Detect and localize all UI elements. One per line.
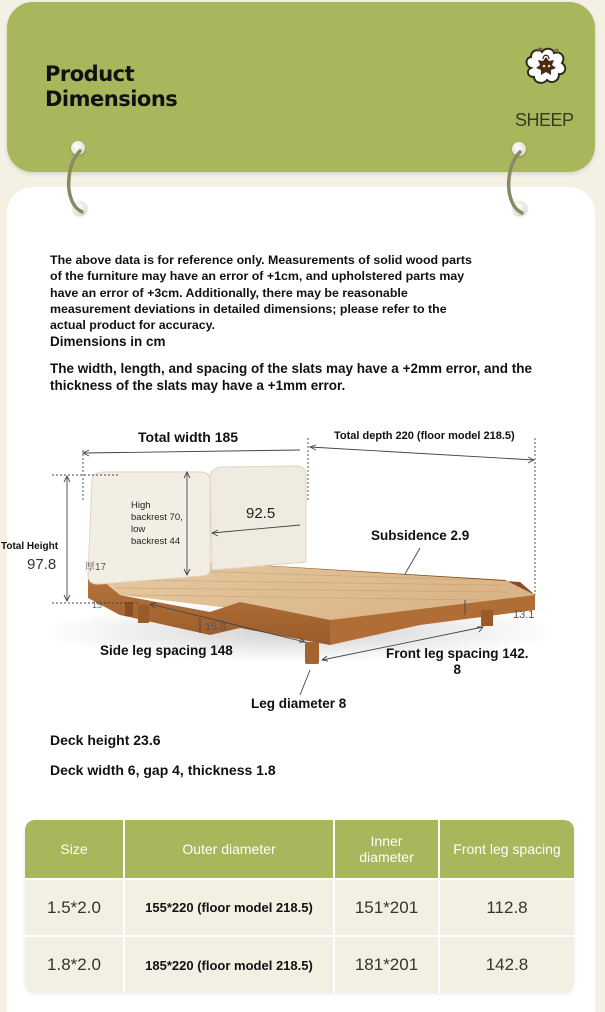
side-offset-label: 13.1	[513, 609, 535, 621]
slats-tolerance-note: The width, length, and spacing of the slats may have a +2mm error, and the thickness of the slats may have a +1mm error.	[50, 361, 532, 393]
header-front-leg-spacing: Front leg spacing	[439, 820, 574, 879]
cell-outer-diameter: 155*220 (floor model 218.5)	[124, 879, 334, 936]
frame-height-label: 15.8	[205, 621, 227, 633]
cushion-thickness-label: 厚17	[85, 562, 107, 573]
side-leg-spacing-label: Side leg spacing 148	[100, 643, 233, 658]
size-spec-table	[25, 820, 574, 993]
units-note: Dimensions in cm	[50, 334, 166, 349]
table-header-row	[25, 820, 574, 879]
total-height-label: Total Height	[1, 541, 59, 552]
backrest-line-3: low	[131, 524, 146, 535]
small-15-label: 15	[92, 600, 103, 610]
total-width-label: Total width 185	[138, 429, 239, 445]
front-leg-spacing-label	[386, 646, 529, 678]
bed-dimension-diagram	[0, 420, 605, 720]
front-leg-spacing-line-1: Front leg spacing 142.	[386, 646, 529, 661]
cell-outer-diameter: 185*220 (floor model 218.5)	[124, 936, 334, 993]
page-title	[45, 62, 177, 112]
total-depth-label: Total depth 220 (floor model 218.5)	[334, 430, 515, 442]
binder-hook-left	[60, 145, 90, 215]
cell-inner-diameter: 181*201	[334, 936, 439, 993]
deck-height-text: Deck height 23.6	[50, 732, 161, 748]
cushion-width-label: 92.5	[246, 505, 276, 522]
sheep-logo-icon	[521, 42, 571, 90]
backrest-line-2: backrest 70,	[131, 512, 183, 523]
header-inner-diameter: Inner diameter	[334, 820, 439, 879]
cell-inner-diameter: 151*201	[334, 879, 439, 936]
total-height-value: 97.8	[27, 556, 57, 573]
subsidence-label: Subsidence 2.9	[371, 528, 470, 543]
deck-width-text: Deck width 6, gap 4, thickness 1.8	[50, 762, 276, 778]
backrest-height-label	[131, 500, 183, 548]
cell-front-leg-spacing: 112.8	[439, 879, 574, 936]
table-row	[25, 936, 574, 993]
front-leg-spacing-line-2: 8	[453, 662, 462, 677]
title-line-2: Dimensions	[45, 87, 178, 111]
backrest-line-1: High	[131, 500, 151, 511]
disclaimer-text: The above data is for reference only. Measurements of solid wood parts of the furniture may have an error of +1cm, and upholstered parts may have an error of +3cm. Additionally, there may be reasonable measurement deviations in detailed dimensions; please refer to the actual product for accuracy.	[50, 253, 472, 333]
brand-name: SHEEP	[515, 110, 574, 130]
title-line-1: Product	[45, 62, 135, 86]
leg-diameter-label: Leg diameter 8	[251, 696, 347, 711]
backrest-line-4: backrest 44	[131, 536, 181, 547]
table-row	[25, 879, 574, 936]
cell-size: 1.5*2.0	[25, 879, 124, 936]
header-size: Size	[25, 820, 124, 879]
header-outer-diameter: Outer diameter	[124, 820, 334, 879]
cell-size: 1.8*2.0	[25, 936, 124, 993]
binder-hook-right	[500, 146, 530, 216]
cell-front-leg-spacing: 142.8	[439, 936, 574, 993]
